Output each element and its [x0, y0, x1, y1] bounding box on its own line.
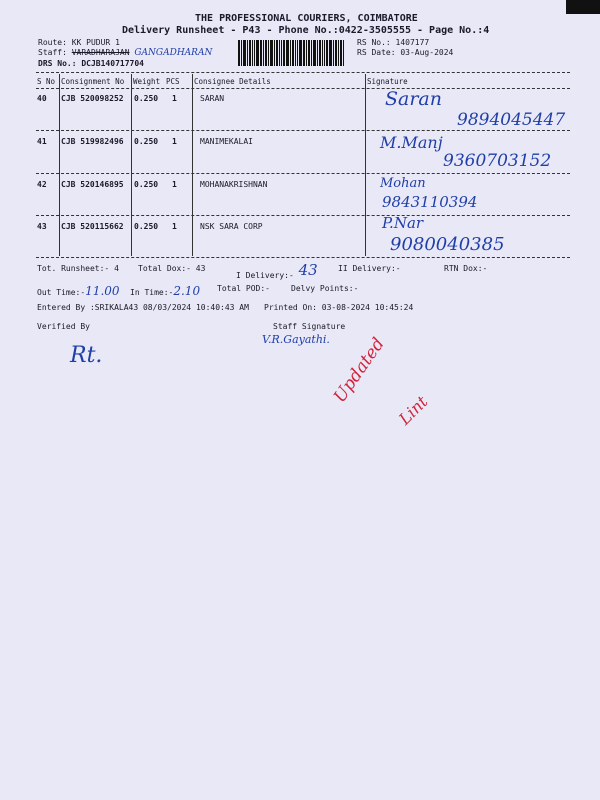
row-consignment: CJB 520098252 [61, 94, 124, 103]
total-runsheet: Tot. Runsheet:- 4 [37, 264, 119, 273]
table-header-rule [36, 88, 570, 89]
row-sno: 42 [37, 180, 47, 189]
row-weight: 0.250 [134, 222, 159, 231]
row-pcs: 1 [172, 94, 177, 103]
col-header-consignment: Consignment No [61, 77, 125, 86]
row-weight: 0.250 [134, 137, 159, 146]
row-signature: M.Manj [380, 133, 443, 152]
row-rule [36, 173, 570, 174]
row-rule [36, 130, 570, 131]
printed-on: Printed On: 03-08-2024 10:45:24 [264, 303, 414, 312]
entered-by: Entered By :SRIKALA43 08/03/2024 10:40:43 AM [37, 303, 249, 312]
runsheet-title: Delivery Runsheet - P43 - Phone No.:0422-3505555 - Page No.:4 [122, 25, 490, 36]
row-phone: 9360703152 [443, 151, 552, 171]
col-header-pcs: PCS [166, 77, 180, 86]
verifier-initials: Rt. [70, 343, 103, 368]
col-divider [59, 74, 60, 256]
ii-delivery: II Delivery:- [338, 264, 401, 273]
staff-handwritten-name: GANGADHARAN [134, 48, 213, 58]
row-consignee: NSK SARA CORP [200, 222, 263, 231]
barcode [238, 40, 345, 66]
row-consignee: MANIMEKALAI [200, 137, 253, 146]
row-sno: 40 [37, 94, 47, 103]
row-consignment: CJB 520115662 [61, 222, 124, 231]
total-pod: Total POD:- [217, 284, 270, 293]
row-consignment: CJB 520146895 [61, 180, 124, 189]
row-pcs: 1 [172, 137, 177, 146]
col-header-signature: Signature [367, 77, 408, 86]
out-time-value: 11.00 [85, 284, 120, 298]
verified-by-label: Verified By [37, 322, 90, 331]
staff-printed-name: VARADHARAJAN [71, 48, 130, 57]
company-title: THE PROFESSIONAL COURIERS, COIMBATORE [195, 13, 418, 24]
row-pcs: 1 [172, 180, 177, 189]
route-label: Route: KK PUDUR 1 [38, 38, 120, 47]
col-divider [365, 74, 366, 256]
row-pcs: 1 [172, 222, 177, 231]
row-consignee: SARAN [200, 94, 225, 103]
col-header-sno: S No [37, 77, 56, 86]
row-signature: Mohan [380, 176, 426, 191]
rs-date: RS Date: 03-Aug-2024 [357, 48, 454, 57]
row-sno: 41 [37, 137, 47, 146]
row-phone: 9080040385 [390, 234, 505, 255]
corner-mark [566, 0, 600, 14]
i-delivery-label: I Delivery:- [236, 271, 294, 280]
row-phone: 9894045447 [457, 110, 566, 130]
i-delivery [236, 261, 318, 282]
red-note-updated: Updated [330, 334, 389, 407]
col-divider [192, 74, 193, 256]
col-divider [131, 74, 132, 256]
out-time-label: Out Time:- [37, 288, 86, 297]
in-time [130, 284, 200, 298]
drs-number: DRS No.: DCJB140717704 [38, 59, 144, 68]
row-phone: 9843110394 [382, 193, 478, 211]
row-rule [36, 215, 570, 216]
in-time-value: 2.10 [173, 284, 201, 298]
row-consignee: MOHANAKRISHNAN [200, 180, 268, 189]
row-weight: 0.250 [134, 180, 159, 189]
row-signature: Saran [385, 88, 442, 110]
col-header-consignee: Consignee Details [194, 77, 271, 86]
row-sno: 43 [37, 222, 47, 231]
table-bottom-rule [36, 257, 570, 258]
staff-label: Staff: [38, 48, 67, 57]
rs-number: RS No.: 1407177 [357, 38, 430, 47]
rtn-dox: RTN Dox:- [444, 264, 488, 273]
staff-signature-handwriting: V.R.Gayathi. [262, 333, 330, 346]
row-weight: 0.250 [134, 94, 159, 103]
table-top-rule [36, 72, 570, 73]
staff-row [38, 48, 212, 58]
in-time-label: In Time:- [130, 288, 174, 297]
row-signature: P.Nar [382, 214, 424, 232]
row-consignment: CJB 519982496 [61, 137, 124, 146]
i-delivery-value: 43 [298, 261, 318, 279]
red-note-lint: Lint [395, 392, 432, 429]
col-header-weight: Weight [133, 77, 161, 86]
staff-signature-label: Staff Signature [273, 322, 346, 331]
out-time [37, 284, 120, 298]
total-dox: Total Dox:- 43 [138, 264, 206, 273]
delvy-points: Delvy Points:- [291, 284, 359, 293]
